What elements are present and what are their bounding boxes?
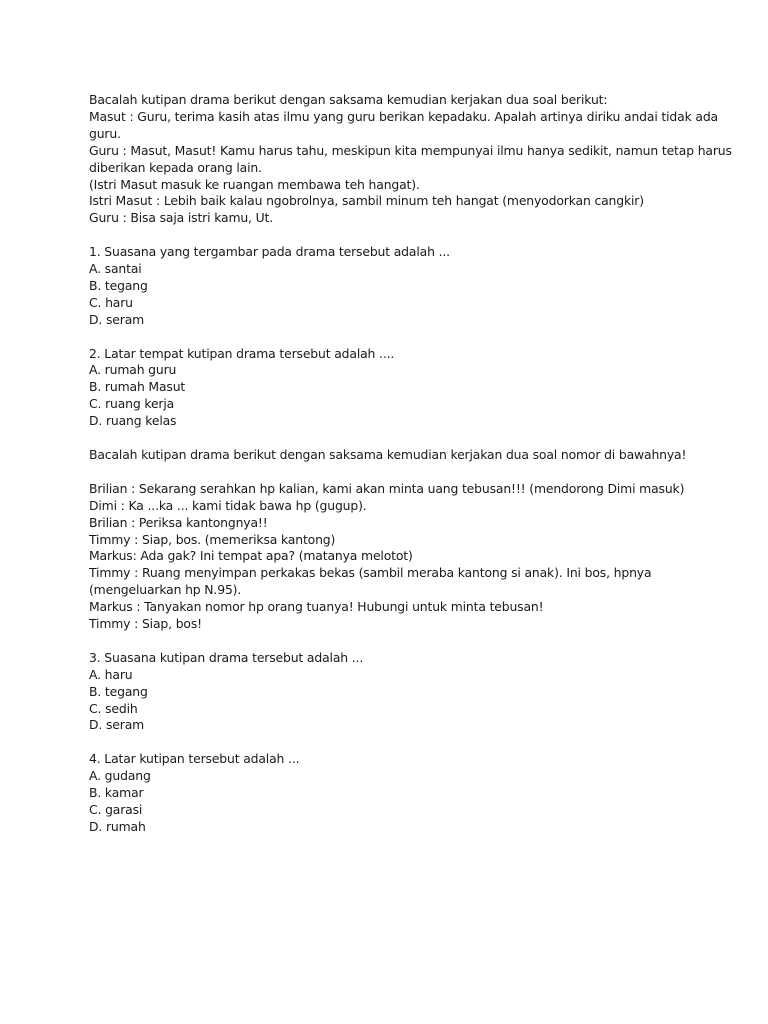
answer-option: B. tegang	[89, 277, 148, 293]
dialogue-line: (Istri Masut masuk ke ruangan membawa teh hangat).	[89, 176, 420, 192]
dialogue-line: Markus : Tanyakan nomor hp orang tuanya! Hubungi untuk minta tebusan!	[89, 599, 544, 615]
question-text: 1. Suasana yang tergambar pada drama tersebut adalah ...	[89, 244, 450, 260]
answer-option: D. seram	[89, 717, 145, 733]
dialogue-line: guru.	[89, 125, 121, 141]
dialogue-line: Markus: Ada gak? Ini tempat apa? (matanya melotot)	[89, 548, 413, 564]
answer-option: B. rumah Masut	[89, 379, 186, 395]
answer-option: D. seram	[89, 311, 145, 327]
document-page	[89, 92, 732, 836]
question-text: 2. Latar tempat kutipan drama tersebut adalah ....	[89, 345, 395, 361]
question-text: 4. Latar kutipan tersebut adalah ...	[89, 751, 300, 767]
dialogue-line: Timmy : Siap, bos!	[89, 616, 202, 632]
answer-option: B. kamar	[89, 785, 144, 801]
dialogue-line: Brilian : Periksa kantongnya!!	[89, 514, 268, 530]
question-3	[89, 650, 689, 735]
dialogue-line: diberikan kepada orang lain.	[89, 159, 262, 175]
answer-option: A. santai	[89, 261, 142, 277]
section-1	[89, 92, 732, 227]
answer-option: A. gudang	[89, 768, 151, 784]
dialogue-line: Timmy : Ruang menyimpan perkakas bekas (sambil meraba kantong si anak). Ini bos, hpnya	[89, 565, 652, 581]
answer-option: B. tegang	[89, 683, 148, 699]
answer-option: C. sedih	[89, 700, 138, 716]
answer-option: C. garasi	[89, 801, 143, 817]
question-4	[89, 751, 689, 836]
dialogue-line: Masut : Guru, terima kasih atas ilmu yang guru berikan kepadaku. Apalah artinya diriku andai tidak ada	[89, 108, 718, 124]
answer-option: D. ruang kelas	[89, 413, 177, 429]
answer-option: A. haru	[89, 666, 133, 682]
dialogue-line: Istri Masut : Lebih baik kalau ngobrolnya, sambil minum teh hangat (menyodorkan cangkir)	[89, 193, 644, 209]
dialogue-line: Timmy : Siap, bos. (memeriksa kantong)	[89, 531, 336, 547]
answer-option: C. ruang kerja	[89, 396, 175, 412]
section-intro: Bacalah kutipan drama berikut dengan saksama kemudian kerjakan dua soal berikut:	[89, 92, 608, 107]
dialogue-line: Guru : Masut, Masut! Kamu harus tahu, meskipun kita mempunyai ilmu hanya sedikit, namun tetap harus	[89, 142, 732, 158]
answer-option: C. haru	[89, 294, 133, 310]
question-1	[89, 244, 689, 329]
dialogue-line: Brilian : Sekarang serahkan hp kalian, kami akan minta uang tebusan!!! (mendorong Dimi masuk)	[89, 480, 685, 496]
question-2	[89, 346, 689, 431]
dialogue-line: Guru : Bisa saja istri kamu, Ut.	[89, 210, 274, 226]
dialogue-line: (mengeluarkan hp N.95).	[89, 582, 242, 598]
dialogue-line: Dimi : Ka ...ka ... kami tidak bawa hp (gugup).	[89, 497, 367, 513]
question-text: 3. Suasana kutipan drama tersebut adalah ...	[89, 649, 364, 665]
section-2	[89, 447, 689, 633]
answer-option: A. rumah guru	[89, 362, 177, 378]
answer-option: D. rumah	[89, 818, 146, 834]
section-intro: Bacalah kutipan drama berikut dengan saksama kemudian kerjakan dua soal nomor di bawahnya!	[89, 446, 687, 462]
